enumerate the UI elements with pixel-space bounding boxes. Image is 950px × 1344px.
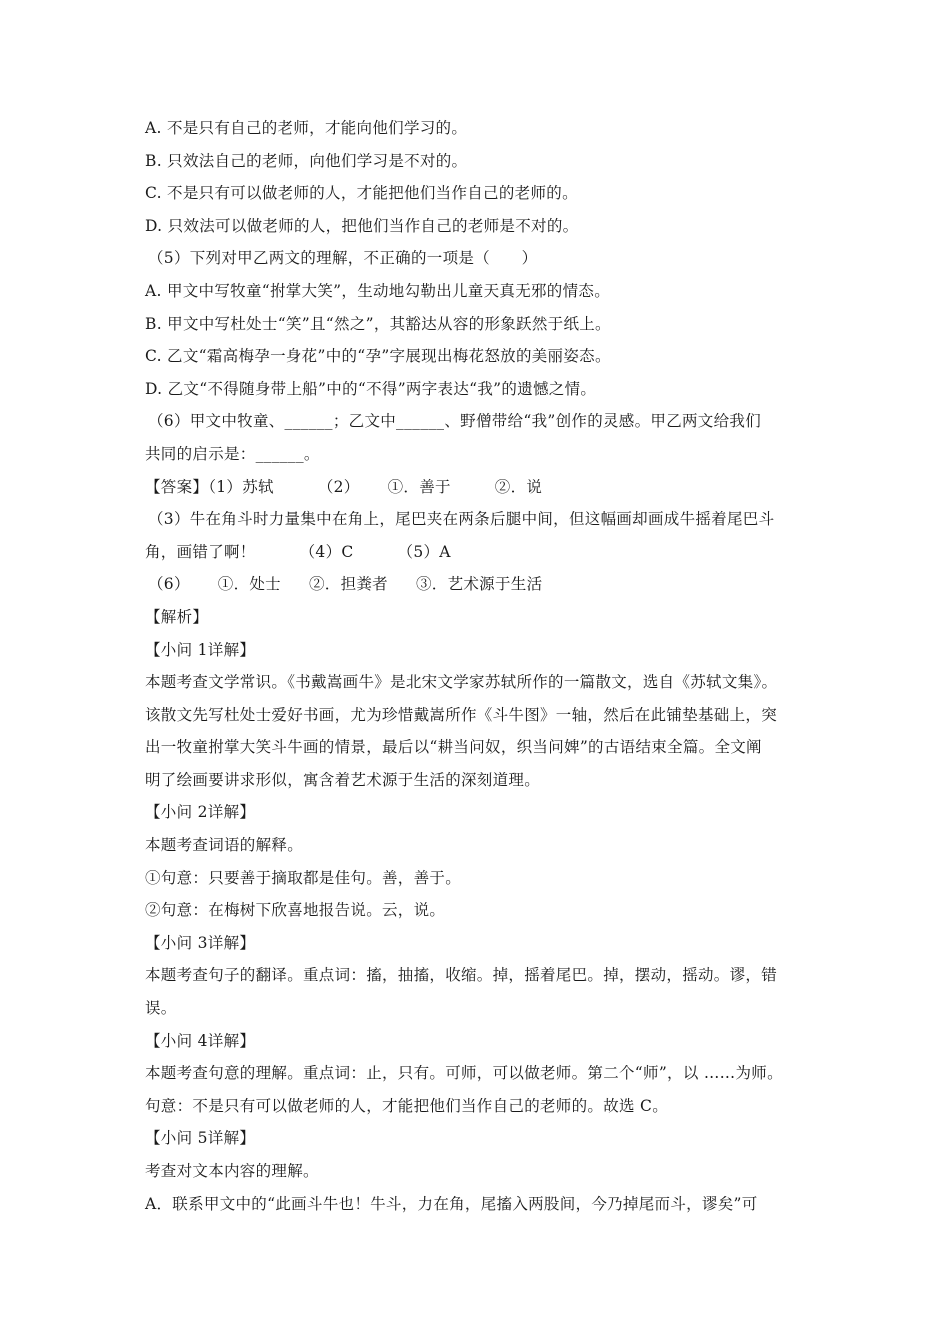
q5-option-c: C. 乙文“霜高梅孕一身花”中的“孕”字展现出梅花怒放的美丽姿态。 — [145, 347, 611, 366]
option-c: C. 不是只有可以做老师的人，才能把他们当作自己的老师的。 — [145, 184, 578, 203]
paragraph-line: 本题考查句意的理解。重点词：止，只有。可师，可以做老师。第二个“师”，以 ……为师。 — [145, 1064, 783, 1083]
question-6-line2: 共同的启示是：______。 — [145, 444, 320, 463]
paragraph-line: 本题考查句子的翻译。重点词：搐，抽搐，收缩。掉，摇着尾巴。掉，摆动，摇动。谬，错 — [145, 966, 778, 985]
analysis-heading: 【解析】 — [145, 607, 209, 626]
answer-q2: （2） — [317, 477, 360, 496]
answer-q6-label: （6） — [148, 575, 190, 594]
answer-q3-line1: （3）牛在角斗时力量集中在角上，尾巴夹在两条后腿中间，但这幅画却画成牛摇着尾巴斗 — [148, 510, 775, 529]
paragraph-line: 出一牧童拊掌大笑斗牛画的情景，最后以“耕当问奴，织当问婢”的古语结束全篇。全文阐 — [145, 738, 762, 757]
subq3-heading: 【小问 3详解】 — [145, 933, 256, 952]
paragraph-line: 考查对文本内容的理解。 — [145, 1162, 319, 1180]
option-a: A. 不是只有自己的老师，才能向他们学习的。 — [145, 119, 468, 137]
q5-option-a: A. 甲文中写牧童“拊掌大笑”，生动地勾勒出儿童天真无邪的情态。 — [145, 281, 610, 300]
paragraph-line: 该散文先写杜处士爱好书画，尤为珍惜戴嵩所作《斗牛图》一轴，然后在此铺垫基础上，突 — [145, 705, 778, 724]
answer-label: 【答案】 — [145, 477, 209, 496]
answer-q4: （4）C — [299, 542, 354, 561]
paragraph-line: ②句意：在梅树下欣喜地报告说。云，说。 — [145, 901, 446, 920]
q5-option-b: B. 甲文中写杜处士“笑”且“然之”，其豁达从容的形象跃然于纸上。 — [145, 314, 611, 333]
subq5-heading: 【小问 5详解】 — [145, 1129, 256, 1148]
answer-q2-b: ②．说 — [494, 477, 543, 496]
paragraph-line: 明了绘画要讲求形似，寓含着艺术源于生活的深刻道理。 — [145, 770, 541, 789]
paragraph-line: ①句意：只要善于摘取都是佳句。善，善于。 — [145, 868, 462, 887]
subq1-heading: 【小问 1详解】 — [145, 640, 256, 659]
option-b: B. 只效法自己的老师，向他们学习是不对的。 — [145, 151, 468, 170]
answer-q6-a: ①．处士 — [217, 575, 281, 594]
paragraph-line: 本题考查词语的解释。 — [145, 836, 304, 855]
answer-q3-end: 角，画错了啊！ — [145, 542, 256, 561]
paragraph-line: A．联系甲文中的“此画斗牛也！牛斗，力在角，尾搐入两股间，今乃掉尾而斗，谬矣”可 — [145, 1194, 758, 1213]
answer-line — [145, 471, 815, 504]
answer-q6 — [145, 568, 815, 601]
paragraph-line: 误。 — [145, 999, 177, 1018]
subq4-heading: 【小问 4详解】 — [145, 1031, 256, 1050]
answer-q1: （1）苏轼 — [208, 477, 274, 496]
option-d: D. 只效法可以做老师的人，把他们当作自己的老师是不对的。 — [145, 216, 579, 235]
question-5: （5）下列对甲乙两文的理解，不正确的一项是（ ） — [148, 249, 538, 268]
q5-option-d: D. 乙文“不得随身带上船”中的“不得”两字表达“我”的遗憾之情。 — [145, 379, 597, 398]
answer-q3-line2 — [145, 536, 815, 569]
question-6-line1: （6）甲文中牧童、______；乙文中______、野僧带给“我”创作的灵感。甲乙两文给我们 — [148, 412, 762, 431]
paragraph-line: 句意：不是只有可以做老师的人，才能把他们当作自己的老师的。故选 C。 — [145, 1096, 668, 1115]
answer-q2-a: ①．善于 — [387, 477, 451, 496]
paragraph-line: 本题考查文学常识。《书戴嵩画牛》是北宋文学家苏轼所作的一篇散文，选自《苏轼文集》。 — [145, 673, 778, 692]
answer-q6-c: ③．艺术源于生活 — [415, 575, 543, 594]
subq2-heading: 【小问 2详解】 — [145, 803, 256, 822]
answer-q6-b: ②．担粪者 — [308, 575, 388, 594]
document-page — [145, 112, 815, 1220]
answer-q5: （5）A — [397, 542, 451, 561]
